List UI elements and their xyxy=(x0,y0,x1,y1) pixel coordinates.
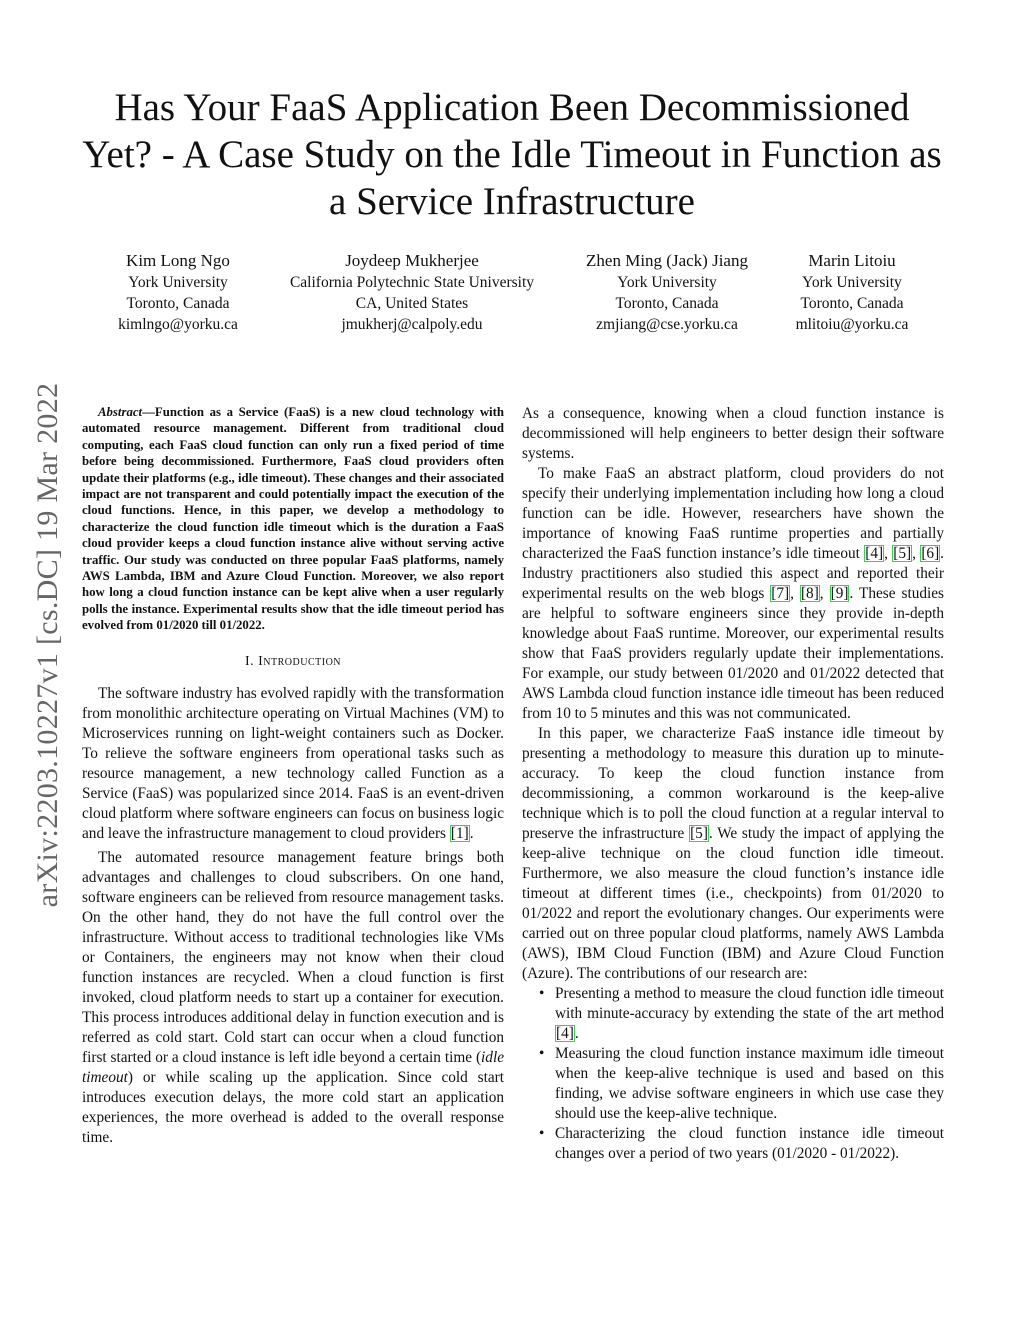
author-affiliation: California Polytechnic State University xyxy=(289,274,535,291)
paragraph: To make FaaS an abstract platform, cloud providers do not specify their underlying implementation including how long a cloud function can be idle. However, researchers have shown the importance of knowing FaaS runtime properties and partially characterized the FaaS function instance’s idle timeout [4], [5], [6]. Industry practitioners also studied this aspect and reported their experimental results on the web blogs [7], [8], [9]. These studies are helpful to software engineers since they provide in-depth knowledge about FaaS runtime. Moreover, our experimental results show that FaaS providers regularly update their implementations. For example, our study between 01/2020 and 01/2022 detected that AWS Lambda cloud function instance idle timeout has been reduced from 10 to 5 minutes and this was not communicated. xyxy=(522,465,944,722)
author-location: Toronto, Canada xyxy=(126,295,230,312)
paragraph: The software industry has evolved rapidly with the transformation from monolithic architecture operating on Virtual Machines (VM) to Microservices running on light-weight containers such as Docker. To relieve the software engineers from operational tasks such as resource management, a new technology called Function as a Service (FaaS) was popularized since 2014. FaaS is an event-driven cloud platform where software engineers can focus on business logic and leave the infrastructure management to cloud providers [1]. xyxy=(82,684,504,842)
paragraph: The automated resource management feature brings both advantages and challenges to cloud subscribers. On one hand, software engineers can be relieved from resource management tasks. On the other hand, they do not have the full control over the infrastructure. Without access to traditional technologies like VMs or Containers, the engineers may not know when their cloud function instances are recycled. When a cloud function is first invoked, cloud platform needs to start up a container for execution. This process introduces additional delay in function execution and is referred as cold start. Cold start can occur when a cloud function first started or a cloud instance is left idle beyond a certain time (idle timeout) or while scaling up the application. Since cold start introduces execution delays, the more cold start an application experiences, the more overhead is added to the overall response time. xyxy=(82,848,504,1146)
abstract-label: Abstract xyxy=(98,405,143,419)
author-location: Toronto, Canada xyxy=(615,295,719,312)
author-email: kimlngo@yorku.ca xyxy=(118,316,238,333)
citation-link[interactable]: [9] xyxy=(830,585,849,602)
author-email: zmjiang@cse.yorku.ca xyxy=(596,316,738,333)
author-location: Toronto, Canada xyxy=(800,295,904,312)
contributions-list xyxy=(522,984,944,1164)
author-affiliation: York University xyxy=(802,274,902,291)
paragraph: As a consequence, knowing when a cloud function instance is decommissioned will help engineers to better design their software systems. xyxy=(522,405,944,462)
citation-link[interactable]: [8] xyxy=(800,585,819,602)
author-block xyxy=(118,250,238,335)
author-name: Joydeep Mukherjee xyxy=(345,251,479,270)
author-block xyxy=(290,250,534,335)
author-block xyxy=(586,250,748,335)
right-column xyxy=(522,404,944,1164)
author-affiliation: York University xyxy=(128,274,228,291)
author-name: Marin Litoiu xyxy=(808,251,896,270)
citation-link[interactable]: [5] xyxy=(690,825,708,842)
paragraph: In this paper, we characterize FaaS instance idle timeout by presenting a methodology to measure this duration up to minute-accuracy. To keep the cloud function instance from decommissioning, a common workaround is the keep-alive technique which is to poll the cloud function at a regular interval to preserve the infrastructure [5]. We study the impact of applying the keep-alive technique on the cloud function idle timeout. Furthermore, we also measure the cloud function’s instance idle timeout at different times (i.e., checkpoints) from 01/2020 to 01/2022 and report the evolutionary changes. Our experiments were carried out on three popular cloud platforms, namely AWS Lambda (AWS), IBM Cloud Function (IBM) and Azure Cloud Function (Azure). The contributions of our research are: xyxy=(522,725,944,982)
author-affiliation: York University xyxy=(617,274,717,291)
author-email: mlitoiu@yorku.ca xyxy=(795,316,909,333)
arxiv-identifier: arXiv:2203.10227v1 [cs.DC] 19 Mar 2022 xyxy=(31,382,64,908)
list-item: • Presenting a method to measure the cloud function idle timeout with minute-accuracy by extending the state of the art method [4]. xyxy=(555,984,944,1044)
citation-link[interactable]: [7] xyxy=(771,585,790,602)
abstract: Abstract—Function as a Service (FaaS) is a new cloud technology with automated resource management. Different from traditional cloud computing, each FaaS cloud function can only run a fixed period of time before being decommissioned. Furthermore, FaaS cloud providers often update their platforms (e.g., idle timeout). These changes and their associated impact are not transparent and could potentially impact the execution of the cloud functions. Hence, in this paper, we develop a methodology to characterize the cloud function idle timeout which is the duration a FaaS cloud provider keeps a cloud function instance alive without serving active traffic. Our study was conducted on three popular FaaS platforms, namely AWS Lambda, IBM and Azure Cloud Function. Moreover, we also report how long a cloud function instance can be kept alive when a user regularly polls the instance. Experimental results show that the idle timeout period has evolved from 01/2020 till 01/2022. xyxy=(82,405,504,633)
list-item: • Measuring the cloud function instance maximum idle timeout when the keep-alive technique is used and based on this finding, we advise software engineers in which use case they should use the keep-alive technique. xyxy=(555,1044,944,1124)
author-name: Zhen Ming (Jack) Jiang xyxy=(586,251,748,270)
list-item: • Characterizing the cloud function instance idle timeout changes over a period of two years (01/2020 - 01/2022). xyxy=(555,1124,944,1164)
author-block xyxy=(796,250,909,335)
citation-link[interactable]: [1] xyxy=(450,824,469,842)
citation-link[interactable]: [4] xyxy=(556,1025,574,1042)
citation-link[interactable]: [6] xyxy=(921,545,940,562)
abstract-text: Function as a Service (FaaS) is a new cloud technology with automated resource management. Different from traditional cloud computing, each FaaS cloud function can only run a fixed period of time before being decommissioned. Furthermore, FaaS cloud providers often update their platforms (e.g., idle timeout). These changes and their associated impact are not transparent and could potentially impact the execution of the cloud functions. Hence, in this paper, we develop a methodology to characterize the cloud function idle timeout which is the duration a FaaS cloud provider keeps a cloud function instance alive without serving active traffic. Our study was conducted on three popular FaaS platforms, namely AWS Lambda, IBM and Azure Cloud Function. Moreover, we also report how long a cloud function instance can be kept alive when a user regularly polls the instance. Experimental results show that the idle timeout period has evolved from 01/2020 till 01/2022. xyxy=(82,405,504,633)
author-email: jmukherj@calpoly.edu xyxy=(341,316,483,333)
citation-link[interactable]: [4] xyxy=(865,545,884,562)
author-location: CA, United States xyxy=(355,295,469,312)
left-column xyxy=(82,404,504,1148)
citation-link[interactable]: [5] xyxy=(893,545,912,562)
author-name: Kim Long Ngo xyxy=(126,251,230,270)
paper-title: Has Your FaaS Application Been Decommissioned Yet? - A Case Study on the Idle Timeout in Function as a Service Infrastructure xyxy=(82,86,942,223)
section-heading: I. Introduction xyxy=(244,653,342,669)
